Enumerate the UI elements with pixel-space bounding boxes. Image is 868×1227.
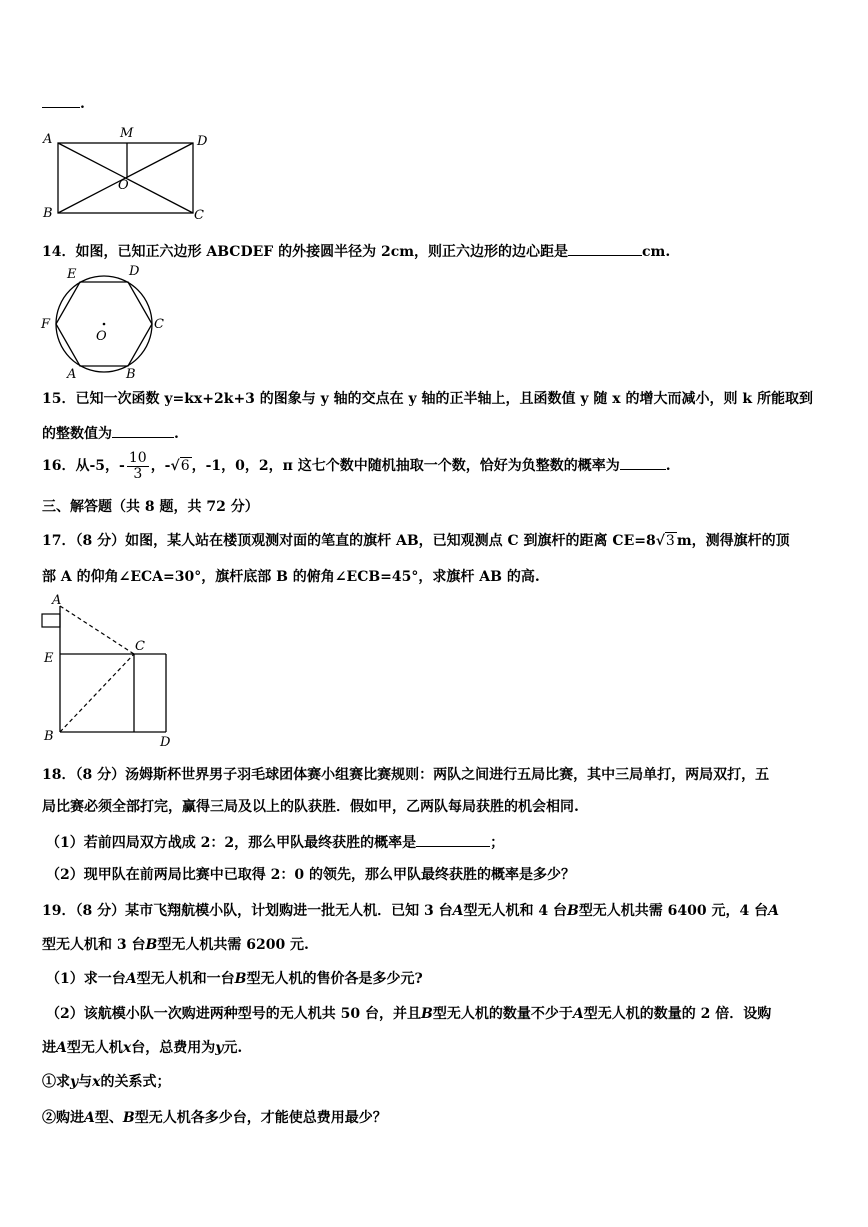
label-o: O [118,178,129,193]
label-e: E [44,651,54,666]
answer-blank [568,242,642,256]
sqrt-6: 6 [180,458,190,475]
question-19-part-2-line-1: （2）该航模小队一次购进两种型号的无人机共 50 台，并且B型无人机的数量不少于A型无人机的数量的 2 倍．设购 [46,1006,772,1022]
question-19-part-2-line-2: 进A型无人机x台，总费用为y元. [42,1040,243,1056]
label-d: D [160,735,171,750]
answer-blank [416,833,490,847]
label-m: M [120,126,134,141]
question-19-line-1: 19．（8 分）某市飞翔航模小队，计划购进一批无人机．已知 3 台A型无人机和 4 台B型无人机共需 6400 元，4 台A [42,903,780,919]
label-a: A [43,132,53,147]
question-15-line-1: 15．已知一次函数 y=kx+2k+3 的图象与 y 轴的交点在 y 轴的正半轴上，且函数值 y 随 x 的增大而减小，则 k 所能取到 [42,391,813,407]
label-c: C [194,208,204,223]
answer-blank [620,456,666,470]
label-d: D [197,134,208,149]
question-19-part-1: （1）求一台A型无人机和一台B型无人机的售价各是多少元? [46,971,423,987]
label-e: E [67,267,77,282]
question-18-part-1: （1）若前四局双方战成 2：2，那么甲队最终获胜的概率是 ； [46,835,505,851]
label-o: O [96,329,107,344]
fraction-10-3: $\frac{10}{3}$ [128,450,147,482]
label-c: C [135,639,145,654]
center-dot [103,323,106,326]
question-16: 16．从-5，- $\frac{10}{3}$ ，-√6 ，-1，0，2，π 这七个数中随机抽取一个数，恰好为负整数的概率为 . [42,450,671,482]
q13-answer-line: . [42,94,85,112]
figure-hexagon-in-circle [38,262,173,380]
label-a: A [67,367,77,380]
sight-line-ca [60,606,134,654]
question-15-line-2: 的整数值为 . [42,426,179,442]
label-b: B [44,729,54,744]
question-19-line-2: 型无人机和 3 台B型无人机共需 6200 元. [42,937,309,953]
label-d: D [129,264,140,279]
sqrt-3: 3 [665,533,675,549]
question-18-line-1: 18．（8 分）汤姆斯杯世界男子羽毛球团体赛小组赛比赛规则：两队之间进行五局比赛，其中三局单打，两局双打，五 [42,767,770,783]
question-17-line-1: 17．（8 分）如图，某人站在楼顶观测对面的笔直的旗杆 AB，已知观测点 C 到旗杆的距离 CE=8√3 m，测得旗杆的顶 [42,533,790,549]
question-19-part-2-item-1: ①求y与x的关系式； [42,1074,171,1090]
question-19-part-2-item-2: ②购进A型、B型无人机各多少台，才能使总费用最少？ [42,1110,387,1126]
label-f: F [41,317,51,332]
answer-blank [112,424,174,438]
label-a: A [52,593,62,608]
section-3-heading: 三、解答题（共 8 题，共 72 分） [42,499,259,515]
label-c: C [154,317,164,332]
observer-box [42,614,60,627]
question-17-line-2: 部 A 的仰角∠ECA=30°，旗杆底部 B 的俯角∠ECB=45°，求旗杆 AB 的高. [42,569,540,585]
figure-flagpole [38,592,183,752]
figure-rectangle-abcd [40,125,215,225]
question-14: 14．如图，已知正六边形 ABCDEF 的外接圆半径为 2cm，则正六边形的边心距是 cm. [42,244,671,260]
label-b: B [126,367,136,380]
sight-line-cb [60,654,134,732]
question-18-line-2: 局比赛必须全部打完，赢得三局及以上的队获胜．假如甲，乙两队每局获胜的机会相同. [42,799,579,815]
label-b: B [43,206,53,221]
question-18-part-2: （2）现甲队在前两局比赛中已取得 2：0 的领先，那么甲队最终获胜的概率是多少？ [46,867,575,883]
answer-blank [42,94,80,108]
